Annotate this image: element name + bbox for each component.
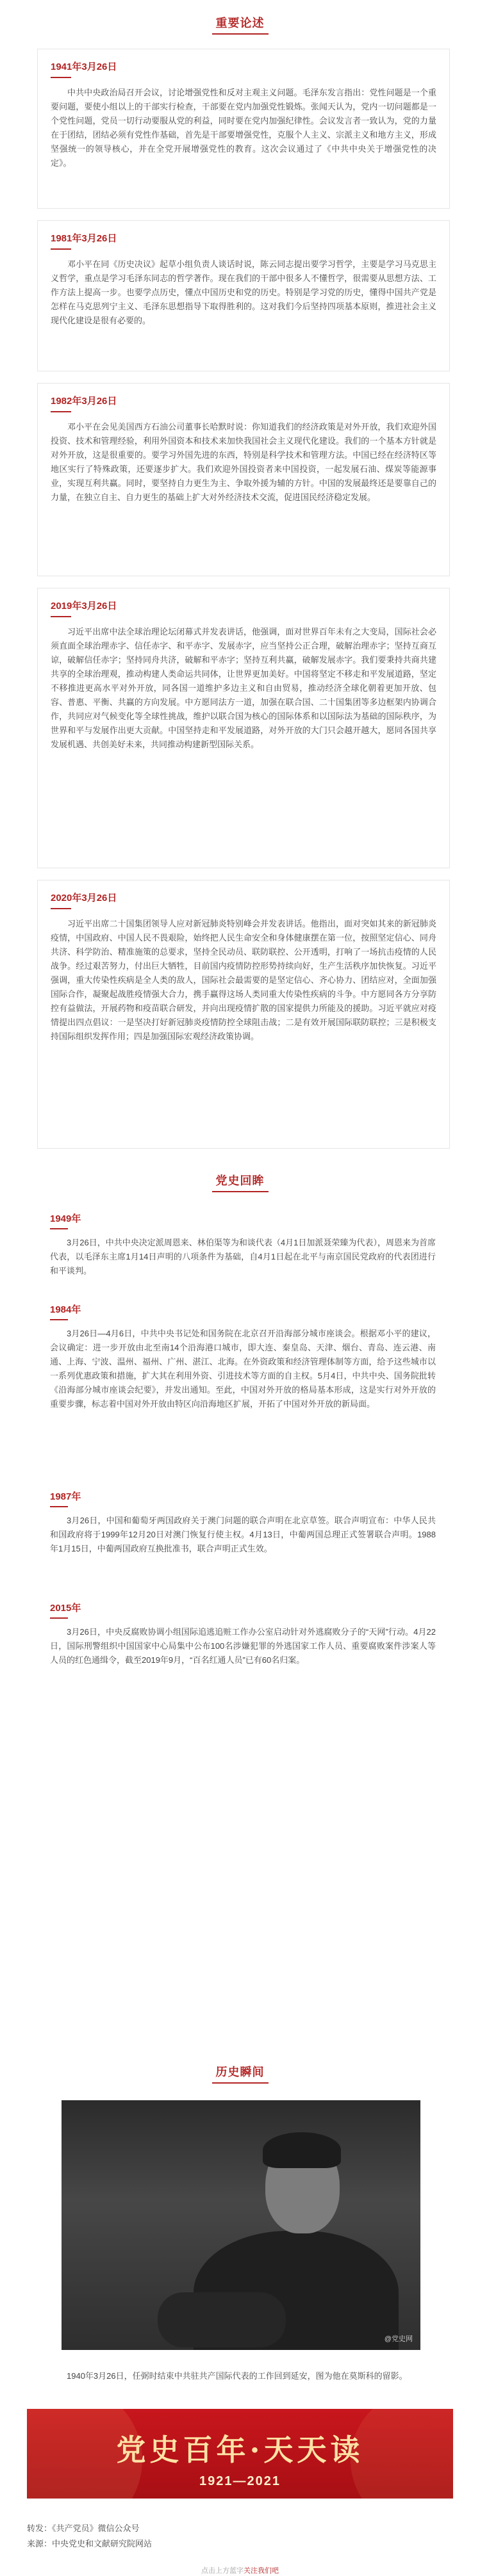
- history-year: 1987年: [50, 1489, 449, 1507]
- photo-figure-hair: [263, 2132, 341, 2168]
- history-2015: [37, 1601, 449, 1667]
- history-text: 3月26日，中央反腐败协调小组国际追逃追赃工作办公室启动针对外逃腐败分子的“天网”行动。4月22日，国际刑警组织中国国家中心局集中公布100名涉嫌犯罪的外逃国家工作人员、重要腐败案件涉案人等人员的红色通缉令，截至2019年9月，“百名红通人员”已有60名归案。: [50, 1627, 436, 1665]
- entry-date: 1981年3月26日: [38, 221, 449, 252]
- entry-text: 邓小平在同《历史决议》起草小组负责人谈话时说，陈云同志提出要学习哲学，主要是学习马克思主义哲学，重点是学习毛泽东同志的哲学著作。现在我们的干部中很多人不懂哲学，很需要从思想方法、工作方法上提高一步。也要学点历史，懂点中国历史和党的历史。特别是学习党的历史，懂得中国共产党是怎样在马克思列宁主义、毛泽东思想指导下取得胜利的。这对我们今后坚持四项基本原则，推进社会主义现代化建设是很有必要的。: [51, 259, 436, 325]
- history-year: 2015年: [50, 1601, 449, 1619]
- entry-1981: [37, 220, 450, 371]
- repost-line: [27, 2522, 140, 2534]
- history-1984: [37, 1302, 449, 1411]
- banner-title: 党史百年·天天读: [116, 2433, 364, 2467]
- entry-text: 习近平出席中法全球治理论坛闭幕式并发表讲话，他强调，面对世界百年未有之大变局，国际社会必须直面全球治理赤字、信任赤字、和平赤字、发展赤字，应当坚持公正合理，破解治理赤字；坚持互商互谅，破解信任赤字；坚持同舟共济，破解和平赤字；坚持互利共赢，破解发展赤字。我们要秉持共商共建共享的全球治理观，推动构建人类命运共同体，让世界更加美好。中国将坚定不移走和平发展道路，坚定不移推进更高水平对外开放，同各国一道维护多边主义和自由贸易，推动经济全球化朝着更加开放、包容、普惠、平衡、共赢的方向发展。中方愿同法方一道，加强在联合国、二十国集团等多边框架内协调合作，共同应对气候变化等全球性挑战，维护以联合国为核心的国际体系和以国际法为基础的国际秩序，为世界和平与发展作出更大贡献。中国坚持走和平发展道路，对外开放的大门只会越开越大，愿同各国共享发展机遇、共创美好未来，共同推动构建新型国际关系。: [51, 627, 436, 749]
- section-title-text: 历史瞬间: [212, 2063, 269, 2084]
- photo-caption: 1940年3月26日，任弼时结束中共驻共产国际代表的工作回到延安，图为他在莫斯科的留影。: [67, 2371, 408, 2381]
- section-title-moment: [0, 2063, 480, 2084]
- source-value: 中央党史和文献研究院网站: [52, 2539, 153, 2548]
- historical-photo: [62, 2100, 420, 2350]
- entry-text: 习近平出席二十国集团领导人应对新冠肺炎特别峰会并发表讲话。他指出，面对突如其来的新冠肺炎疫情，中国政府、中国人民不畏艰险，始终把人民生命安全和身体健康摆在第一位，按照坚定信心、同舟共济、科学防治、精准施策的总要求，坚持全民动员、联防联控、公开透明，打响了一场抗击疫情的人民战争。经过艰苦努力，付出巨大牺牲，目前国内疫情防控形势持续向好，生产生活秩序加快恢复。习近平强调，重大传染性疾病是全人类的敌人，国际社会最需要的是坚定信心、齐心协力、团结应对，全面加强国际合作，凝聚起战胜疫情强大合力，携手赢得这场人类同重大传染性疾病的斗争。中方愿同各方分享防控有益做法，开展药物和疫苗联合研发，并向出现疫情扩散的国家提供力所能及的援助。习近平就应对疫情提出四点倡议：一是坚决打好新冠肺炎疫情防控全球阻击战；二是有效开展国际联防联控；三是积极支持国际组织发挥作用；四是加强国际宏观经济政策协调。: [51, 919, 436, 1041]
- history-text: 3月26日—4月6日，中共中央书记处和国务院在北京召开沿海部分城市座谈会。根据邓小平的建议，会议确定：进一步开放由北至南14个沿海港口城市，即大连、秦皇岛、天津、烟台、青岛、连云港、南通、上海、宁波、温州、福州、广州、湛江、北海。在外资政策和经济管理体制等方面，给予这些城市以一系列优惠政策和措施，扩大其在利用外资、引进技术等方面的自主权。5月4日，中共中央、国务院批转《沿海部分城市座谈会纪要》，并发出通知。至此，中国对外开放的格局基本形成，这是实行对外开放的重要步骤，标志着中国对外开放由特区向沿海地区扩展，开拓了中国对外开放的新局面。: [50, 1329, 436, 1409]
- history-year: 1949年: [50, 1211, 449, 1229]
- history-1949: [37, 1211, 449, 1278]
- entry-text: 中共中央政治局召开会议，讨论增强党性和反对主观主义问题。毛泽东发言指出：党性问题是一个重要问题，要使小组以上的干部实行检查，干部要在党内加强党性锻炼。张闻天认为，党内一切问题都是一个党性问题，党员一切行动要服从党的利益，同时要在党内加强纪律性。会议发言者一致认为，党的力量在于团结，团结必须有党性作基础，首先是干部要增强党性，克服个人主义、宗派主义和地方主义，形成坚强统一的领导核心，并在全党开展增强党性的教育。这次会议通过了《中共中央关于增强党性的决定》。: [51, 88, 436, 168]
- history-text: 3月26日，中国和葡萄牙两国政府关于澳门问题的联合声明在北京草签。联合声明宣布：中华人民共和国政府将于1999年12月20日对澳门恢复行使主权。4月13日，中葡两国总理正式签署联合声明。1988年1月15日，中葡两国政府互换批准书，联合声明正式生效。: [50, 1516, 436, 1553]
- entry-2019: [37, 588, 450, 868]
- section-title-important: [0, 14, 480, 35]
- banner-years: 1921—2021: [199, 2474, 281, 2488]
- source-label: 来源：: [27, 2539, 53, 2548]
- entry-date: 2020年3月26日: [38, 880, 449, 912]
- history-text: 3月26日，中共中央决定派周恩来、林伯渠等为和谈代表（4月1日加派聂荣臻为代表），周恩来为首席代表，以毛泽东主席1月14日声明的八项条件为基础，自4月1日起在北平与南京国民党政府的代表团进行和平谈判。: [50, 1238, 436, 1276]
- section-title-history: [0, 1172, 480, 1192]
- entry-2020: [37, 880, 450, 1149]
- photo-watermark: @党史网: [384, 2335, 413, 2343]
- photo-figure-arm: [158, 2292, 286, 2347]
- repost-value: 《共产党员》微信公众号: [52, 2523, 140, 2533]
- entry-date: 2019年3月26日: [38, 588, 449, 620]
- entry-1941: [37, 49, 450, 209]
- entry-text: 邓小平在会见美国西方石油公司董事长哈默时说：你知道我们的经济政策是对外开放，我们欢迎外国投资、技术和管理经验，利用外国资本和技术来加快我国社会主义现代化建设。我们的一个基本方针就是对外开放，这是很重要的。要学习外国先进的东西，特别是科学技术和管理方法。中国已经在经济特区等地区实行了特殊政策，还要逐步扩大。我们欢迎外国投资者来中国投资，一起发展石油、煤炭等能源事业，实现互利共赢。同时，要坚持自力更生为主、争取外援为辅的方针。中国的发展最终还是要靠自己的力量，在独立自主、自力更生的基础上扩大对外经济技术交流，促进国民经济稳定发展。: [51, 422, 436, 502]
- source-line: [27, 2537, 152, 2549]
- follow-note-prefix: 点击上方蓝字: [201, 2567, 244, 2575]
- entry-date: 1982年3月26日: [38, 384, 449, 415]
- entry-date: 1941年3月26日: [38, 49, 449, 81]
- repost-label: 转发：: [27, 2523, 53, 2533]
- section-title-text: 重要论述: [212, 14, 269, 35]
- history-year: 1984年: [50, 1302, 449, 1320]
- section-title-text: 党史回眸: [212, 1172, 269, 1192]
- promo-banner: [27, 2409, 453, 2499]
- history-1987: [37, 1489, 449, 1556]
- follow-note[interactable]: [0, 2565, 480, 2575]
- entry-1982: [37, 383, 450, 576]
- follow-note-accent[interactable]: 关注我们吧: [244, 2567, 279, 2575]
